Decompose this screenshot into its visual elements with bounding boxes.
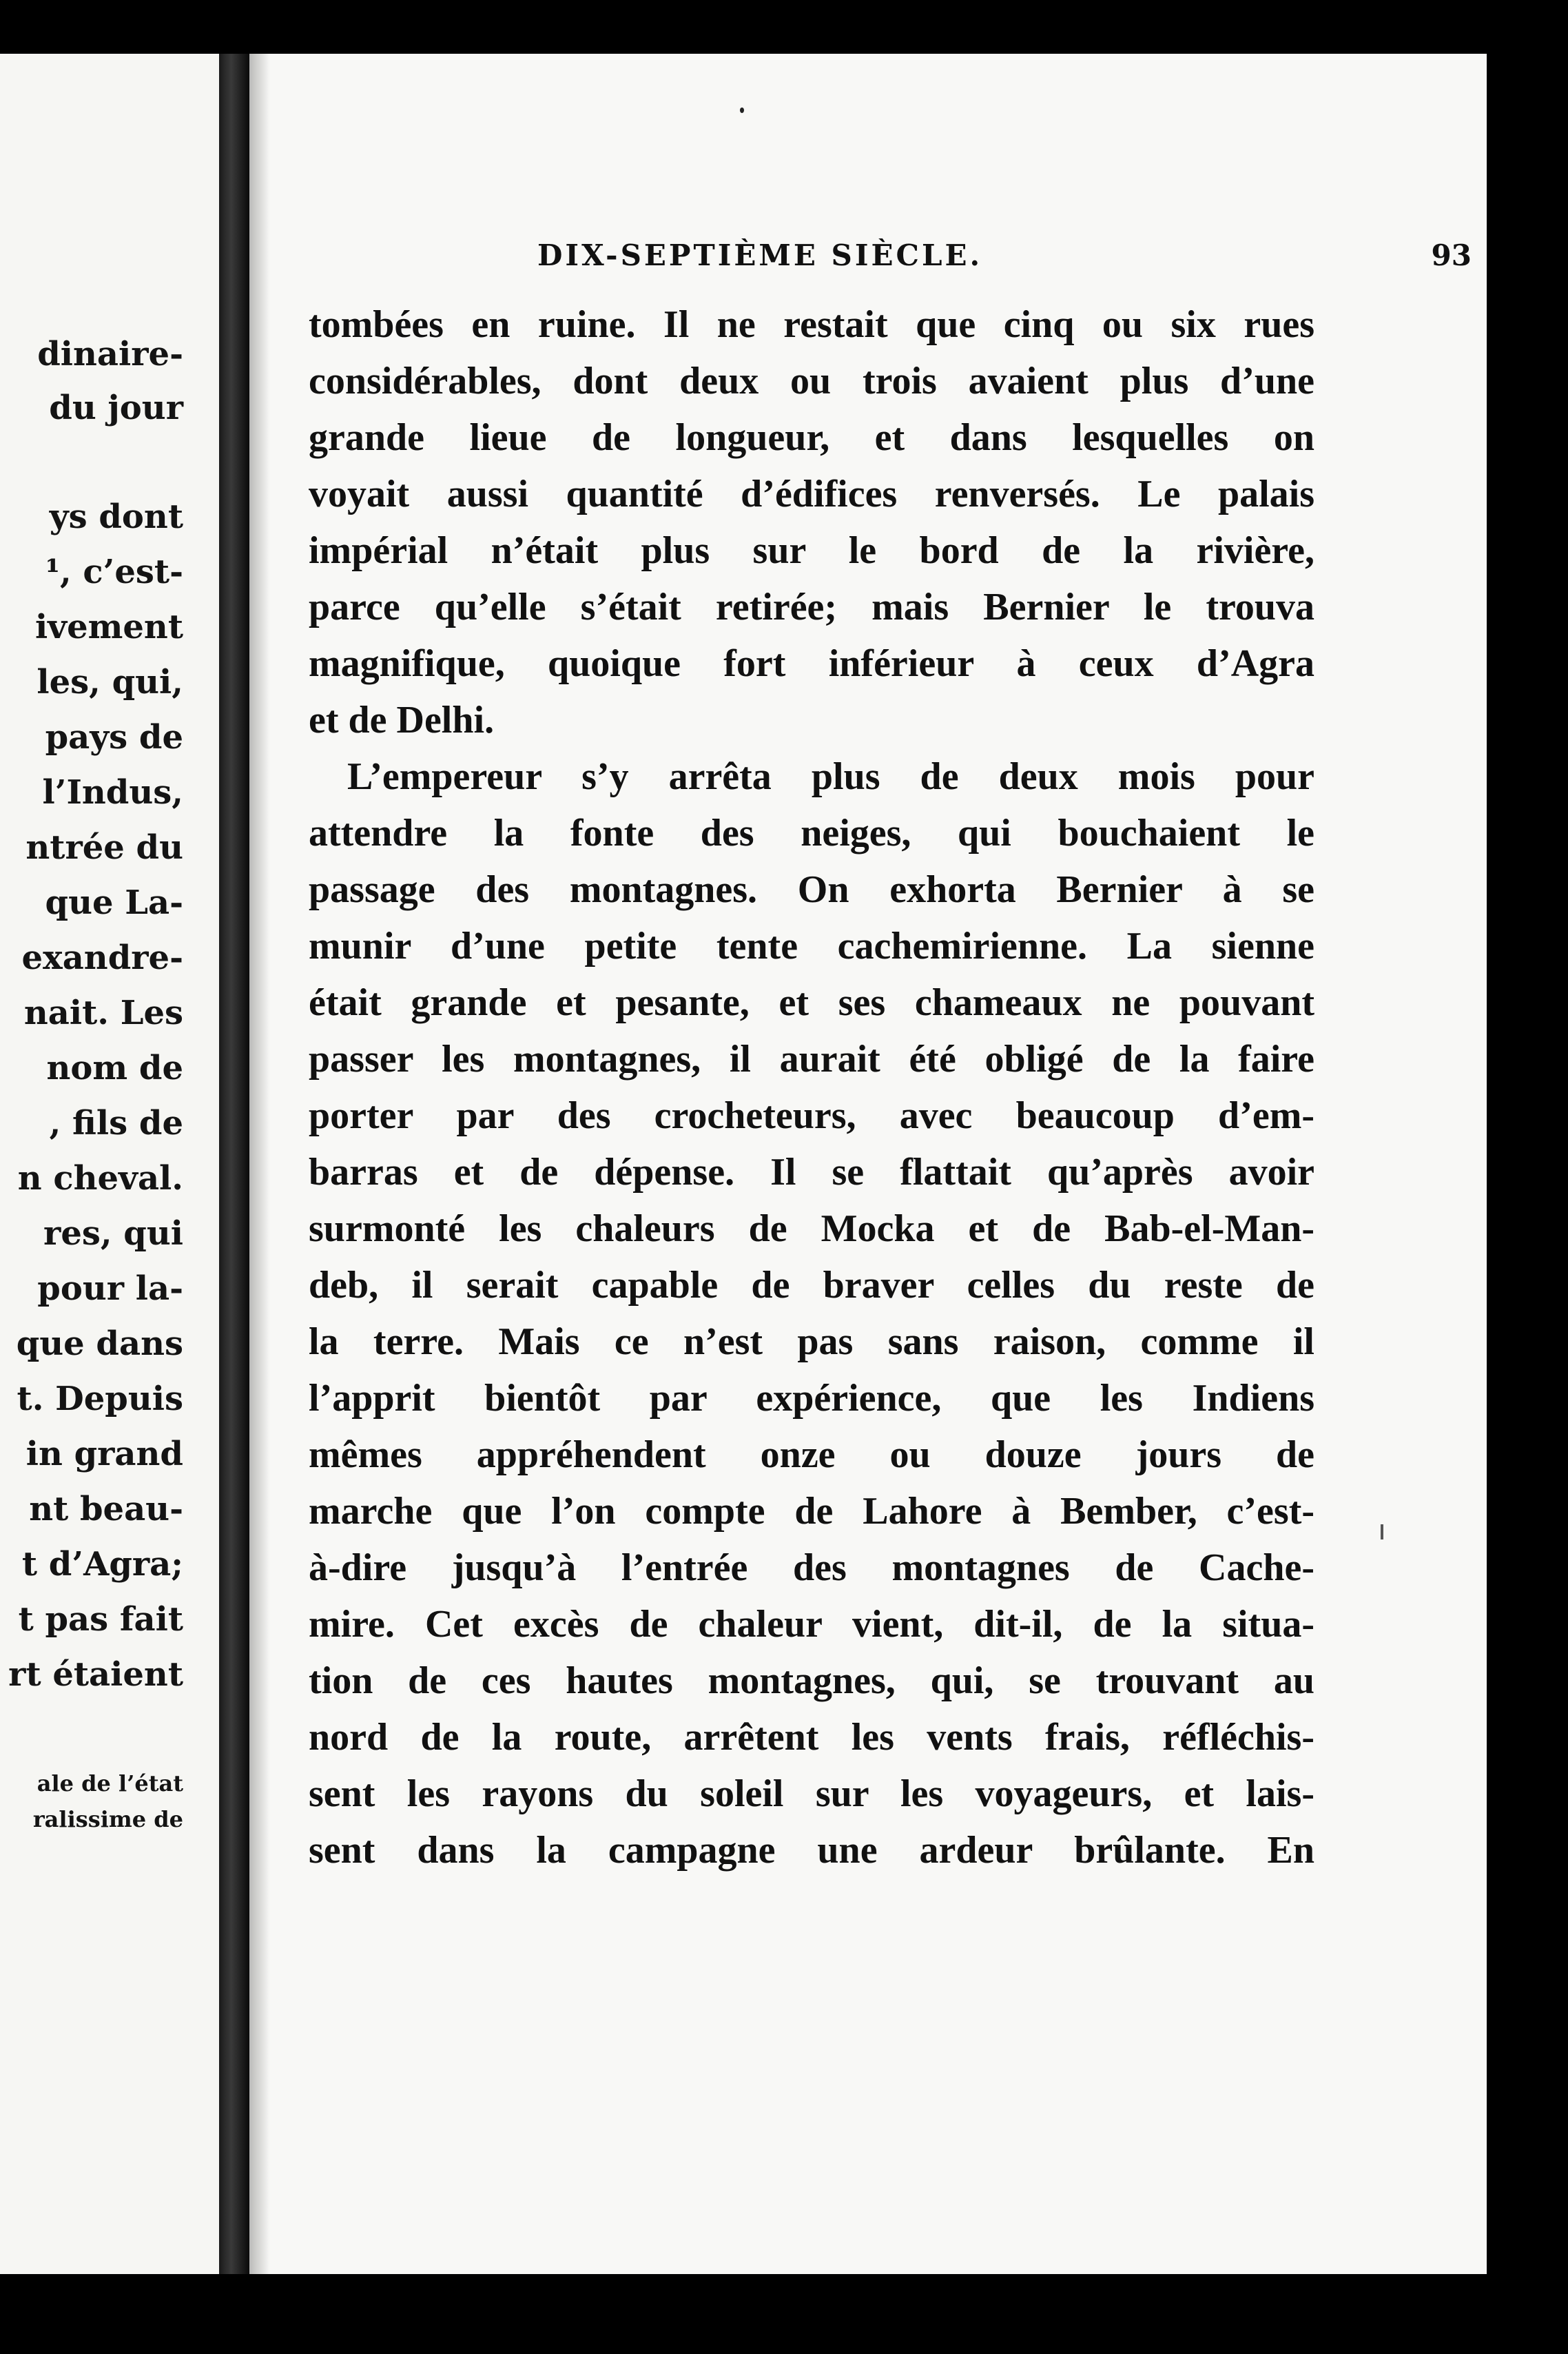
left-text-line: l’Indus, (42, 773, 183, 812)
text-line: l’apprit bientôt par expérience, que les Indiens (309, 1377, 1314, 1420)
text-line: parce qu’elle s’était retirée; mais Bernier le trouva (309, 586, 1314, 628)
left-footnote-line: ralissime de (32, 1806, 183, 1832)
left-text-line: ntrée du (25, 828, 183, 867)
text-line: et de Delhi. (309, 699, 495, 741)
text-line: était grande et pesante, et ses chameaux ne pouvant (309, 981, 1314, 1024)
text-line: grande lieue de longueur, et dans lesquelles on (309, 416, 1314, 459)
text-line: passage des montagnes. On exhorta Bernier à se (309, 868, 1314, 911)
left-text-line: in grand (25, 1435, 183, 1473)
body-text (309, 296, 1314, 1879)
text-line: attendre la fonte des neiges, qui bouchaient le (309, 812, 1314, 854)
right-page (249, 54, 1487, 2274)
page-number: 93 (1431, 238, 1472, 272)
running-head: DIX-SEPTIÈME SIÈCLE. (537, 238, 983, 272)
text-line: surmonté les chaleurs de Mocka et de Bab-el-Man- (309, 1207, 1314, 1250)
text-line: voyait aussi quantité d’édifices renversés. Le palais (309, 473, 1314, 515)
text-line: impérial n’était plus sur le bord de la rivière, (309, 529, 1314, 572)
text-line: porter par des crocheteurs, avec beaucoup d’em- (309, 1094, 1314, 1137)
left-text-line: du jour (49, 389, 183, 427)
left-text-line: t pas fait (18, 1600, 183, 1639)
text-line: tion de ces hautes montagnes, qui, se trouvant au (309, 1659, 1314, 1702)
left-text-line: ivement (34, 608, 183, 646)
left-text-line: les, qui, (37, 663, 183, 702)
left-page (0, 54, 219, 2274)
text-line: deb, il serait capable de braver celles du reste de (309, 1264, 1314, 1307)
text-line: passer les montagnes, il aurait été obligé de la faire (309, 1038, 1314, 1081)
left-text-line: exandre- (21, 939, 183, 977)
ink-speck (740, 108, 744, 113)
left-text-line: nait. Les (23, 994, 183, 1032)
text-line: la terre. Mais ce n’est pas sans raison, comme il (309, 1320, 1314, 1363)
left-text-line: , fils de (49, 1104, 183, 1143)
left-text-line: nt beau- (29, 1490, 183, 1528)
left-text-line: pays de (45, 718, 183, 757)
text-line: marche que l’on compte de Lahore à Bember, c’est- (309, 1490, 1314, 1533)
page-header (537, 238, 1472, 280)
ink-speck (1381, 1524, 1383, 1539)
left-text-line: t d’Agra; (21, 1545, 183, 1584)
text-line: à-dire jusqu’à l’entrée des montagnes de Cache- (309, 1546, 1314, 1589)
left-text-line: nom de (46, 1049, 183, 1087)
left-text-line: t. Depuis (17, 1380, 183, 1418)
left-text-line: pour la- (37, 1269, 183, 1308)
text-line: mire. Cet excès de chaleur vient, dit-il, de la situa- (309, 1603, 1314, 1646)
left-text-line: que dans (16, 1324, 183, 1363)
text-line: considérables, dont deux ou trois avaient plus d’une (309, 360, 1314, 402)
text-line: tombées en ruine. Il ne restait que cinq ou six rues (309, 303, 1314, 346)
book-gutter (219, 54, 249, 2274)
text-line: munir d’une petite tente cachemirienne. La sienne (309, 925, 1314, 968)
left-text-line: dinaire- (37, 335, 183, 373)
text-line: sent dans la campagne une ardeur brûlante. En (309, 1829, 1314, 1872)
text-line: barras et de dépense. Il se flattait qu’après avoir (309, 1151, 1314, 1194)
left-text-line: ys dont (49, 498, 183, 536)
left-text-line: res, qui (43, 1214, 183, 1253)
text-line: sent les rayons du soleil sur les voyageurs, et lais- (309, 1772, 1314, 1815)
text-line: magnifique, quoique fort inférieur à ceux d’Agra (309, 642, 1314, 685)
text-line: L’empereur s’y arrêta plus de deux mois pour (347, 755, 1314, 798)
text-line: nord de la route, arrêtent les vents frais, réfléchis- (309, 1716, 1314, 1759)
left-text-line: que La- (45, 883, 183, 922)
left-text-line: ¹, c’est- (45, 553, 183, 591)
left-footnote-line: ale de l’état (37, 1770, 183, 1797)
left-text-line: rt étaient (8, 1655, 183, 1694)
text-line: mêmes appréhendent onze ou douze jours de (309, 1433, 1314, 1476)
left-text-line: n cheval. (17, 1159, 183, 1198)
